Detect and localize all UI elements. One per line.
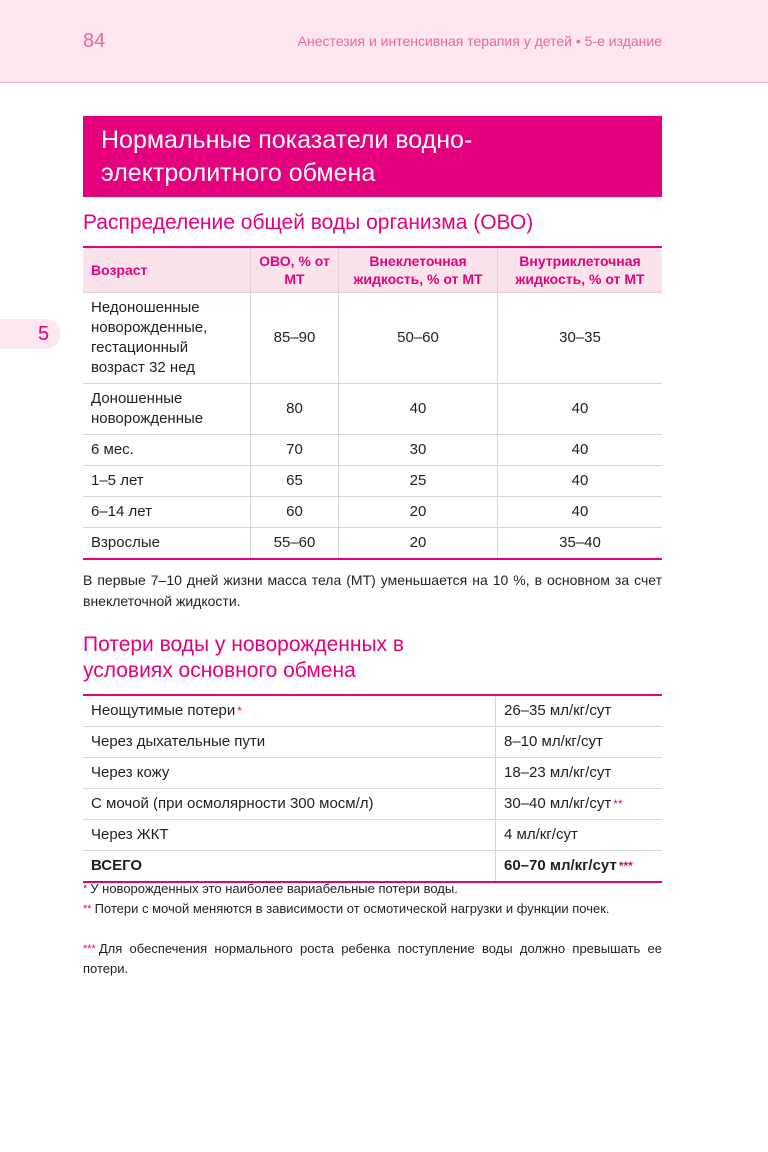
cell-age: Взрослые bbox=[83, 528, 251, 560]
table-row bbox=[83, 727, 662, 758]
column-header-age: Возраст bbox=[83, 247, 251, 293]
footnote bbox=[83, 939, 662, 979]
water-losses-table bbox=[83, 694, 662, 883]
loss-route-label: Через дыхательные пути bbox=[91, 733, 266, 750]
cell-icf: 40 bbox=[498, 497, 663, 528]
chapter-tab: 5 bbox=[0, 319, 60, 349]
cell-ecf: 20 bbox=[339, 528, 498, 560]
column-header-tbw: ОВО, % от МТ bbox=[251, 247, 339, 293]
footnote-text: Для обеспечения нормального роста ребенка поступление воды должно превышать ее потери. bbox=[83, 941, 662, 976]
cell-loss-value bbox=[496, 851, 663, 883]
loss-value: 4 мл/кг/сут bbox=[504, 826, 578, 843]
loss-value: 30–40 мл/кг/сут bbox=[504, 795, 612, 812]
cell-tbw: 80 bbox=[251, 384, 339, 435]
cell-icf: 40 bbox=[498, 435, 663, 466]
cell-ecf: 40 bbox=[339, 384, 498, 435]
cell-ecf: 20 bbox=[339, 497, 498, 528]
cell-icf: 30–35 bbox=[498, 293, 663, 384]
cell-loss-route bbox=[83, 851, 496, 883]
loss-value: 26–35 мл/кг/сут bbox=[504, 702, 612, 719]
footnote-mark: ** bbox=[83, 903, 92, 915]
page-header bbox=[0, 0, 768, 83]
table-row bbox=[83, 789, 662, 820]
cell-ecf: 50–60 bbox=[339, 293, 498, 384]
section-heading-water-distribution: Распределение общей воды организма (ОВО) bbox=[83, 211, 534, 234]
cell-age: 6–14 лет bbox=[83, 497, 251, 528]
page-number: 84 bbox=[83, 30, 106, 52]
column-header-ecf: Внеклеточная жидкость, % от МТ bbox=[339, 247, 498, 293]
cell-tbw: 70 bbox=[251, 435, 339, 466]
footnote-marker: *** bbox=[618, 859, 633, 873]
cell-age: Доношенные новорожденные bbox=[83, 384, 251, 435]
table-row bbox=[83, 466, 662, 497]
weight-loss-note: В первые 7–10 дней жизни масса тела (МТ) уменьшается на 10 %, в основном за счет внеклеточной жидкости. bbox=[83, 572, 662, 609]
cell-icf: 35–40 bbox=[498, 528, 663, 560]
loss-route-label: Неощутимые потери bbox=[91, 702, 236, 719]
table-header-row bbox=[83, 247, 662, 293]
table-row bbox=[83, 293, 662, 384]
footnote-text: У новорожденных это наиболее вариабельные потери воды. bbox=[90, 881, 458, 896]
cell-loss-route bbox=[83, 820, 496, 851]
water-distribution-table bbox=[83, 246, 662, 560]
cell-icf: 40 bbox=[498, 466, 663, 497]
table-row bbox=[83, 695, 662, 727]
cell-tbw: 65 bbox=[251, 466, 339, 497]
page-title: Нормальные показатели водно-электролитного обмена bbox=[83, 116, 662, 197]
cell-loss-route bbox=[83, 789, 496, 820]
cell-ecf: 30 bbox=[339, 435, 498, 466]
table-row bbox=[83, 758, 662, 789]
total-row bbox=[83, 851, 662, 883]
loss-route-label: ВСЕГО bbox=[91, 857, 143, 874]
cell-loss-route bbox=[83, 727, 496, 758]
table-row bbox=[83, 497, 662, 528]
cell-tbw: 60 bbox=[251, 497, 339, 528]
loss-route-label: Через кожу bbox=[91, 764, 170, 781]
table-row bbox=[83, 384, 662, 435]
cell-age: Недоношенные новорожденные, гестационный возраст 32 нед bbox=[83, 293, 251, 384]
cell-loss-value bbox=[496, 695, 663, 727]
loss-route-label: С мочой (при осмолярности 300 мосм/л) bbox=[91, 795, 374, 812]
cell-icf: 40 bbox=[498, 384, 663, 435]
cell-age: 1–5 лет bbox=[83, 466, 251, 497]
column-header-icf: Внутриклеточная жидкость, % от МТ bbox=[498, 247, 663, 293]
footnote-mark: * bbox=[83, 883, 88, 895]
loss-value: 18–23 мл/кг/сут bbox=[504, 764, 612, 781]
cell-tbw: 55–60 bbox=[251, 528, 339, 560]
footnote-marker: ** bbox=[613, 797, 623, 811]
cell-age: 6 мес. bbox=[83, 435, 251, 466]
section-heading-water-losses bbox=[83, 632, 423, 684]
table-row bbox=[83, 820, 662, 851]
footnote-marker: * bbox=[237, 704, 242, 718]
footnote-mark: *** bbox=[83, 943, 96, 955]
cell-loss-route bbox=[83, 695, 496, 727]
cell-loss-value bbox=[496, 758, 663, 789]
cell-ecf: 25 bbox=[339, 466, 498, 497]
loss-route-label: Через ЖКТ bbox=[91, 826, 169, 843]
footnote bbox=[83, 879, 662, 899]
loss-value: 60–70 мл/кг/сут bbox=[504, 857, 617, 874]
loss-value: 8–10 мл/кг/сут bbox=[504, 733, 603, 750]
footnote-text: Потери с мочой меняются в зависимости от осмотической нагрузки и функции почек. bbox=[94, 901, 610, 916]
table-row bbox=[83, 528, 662, 560]
cell-loss-value bbox=[496, 727, 663, 758]
cell-loss-value bbox=[496, 820, 663, 851]
cell-tbw: 85–90 bbox=[251, 293, 339, 384]
footnote bbox=[83, 899, 662, 919]
cell-loss-value bbox=[496, 789, 663, 820]
running-title: Анестезия и интенсивная терапия у детей • 5-е издание bbox=[297, 33, 662, 49]
cell-loss-route bbox=[83, 758, 496, 789]
section-heading-text: Потери воды у новорожденных в условиях основного обмена bbox=[83, 633, 405, 682]
table-row bbox=[83, 435, 662, 466]
